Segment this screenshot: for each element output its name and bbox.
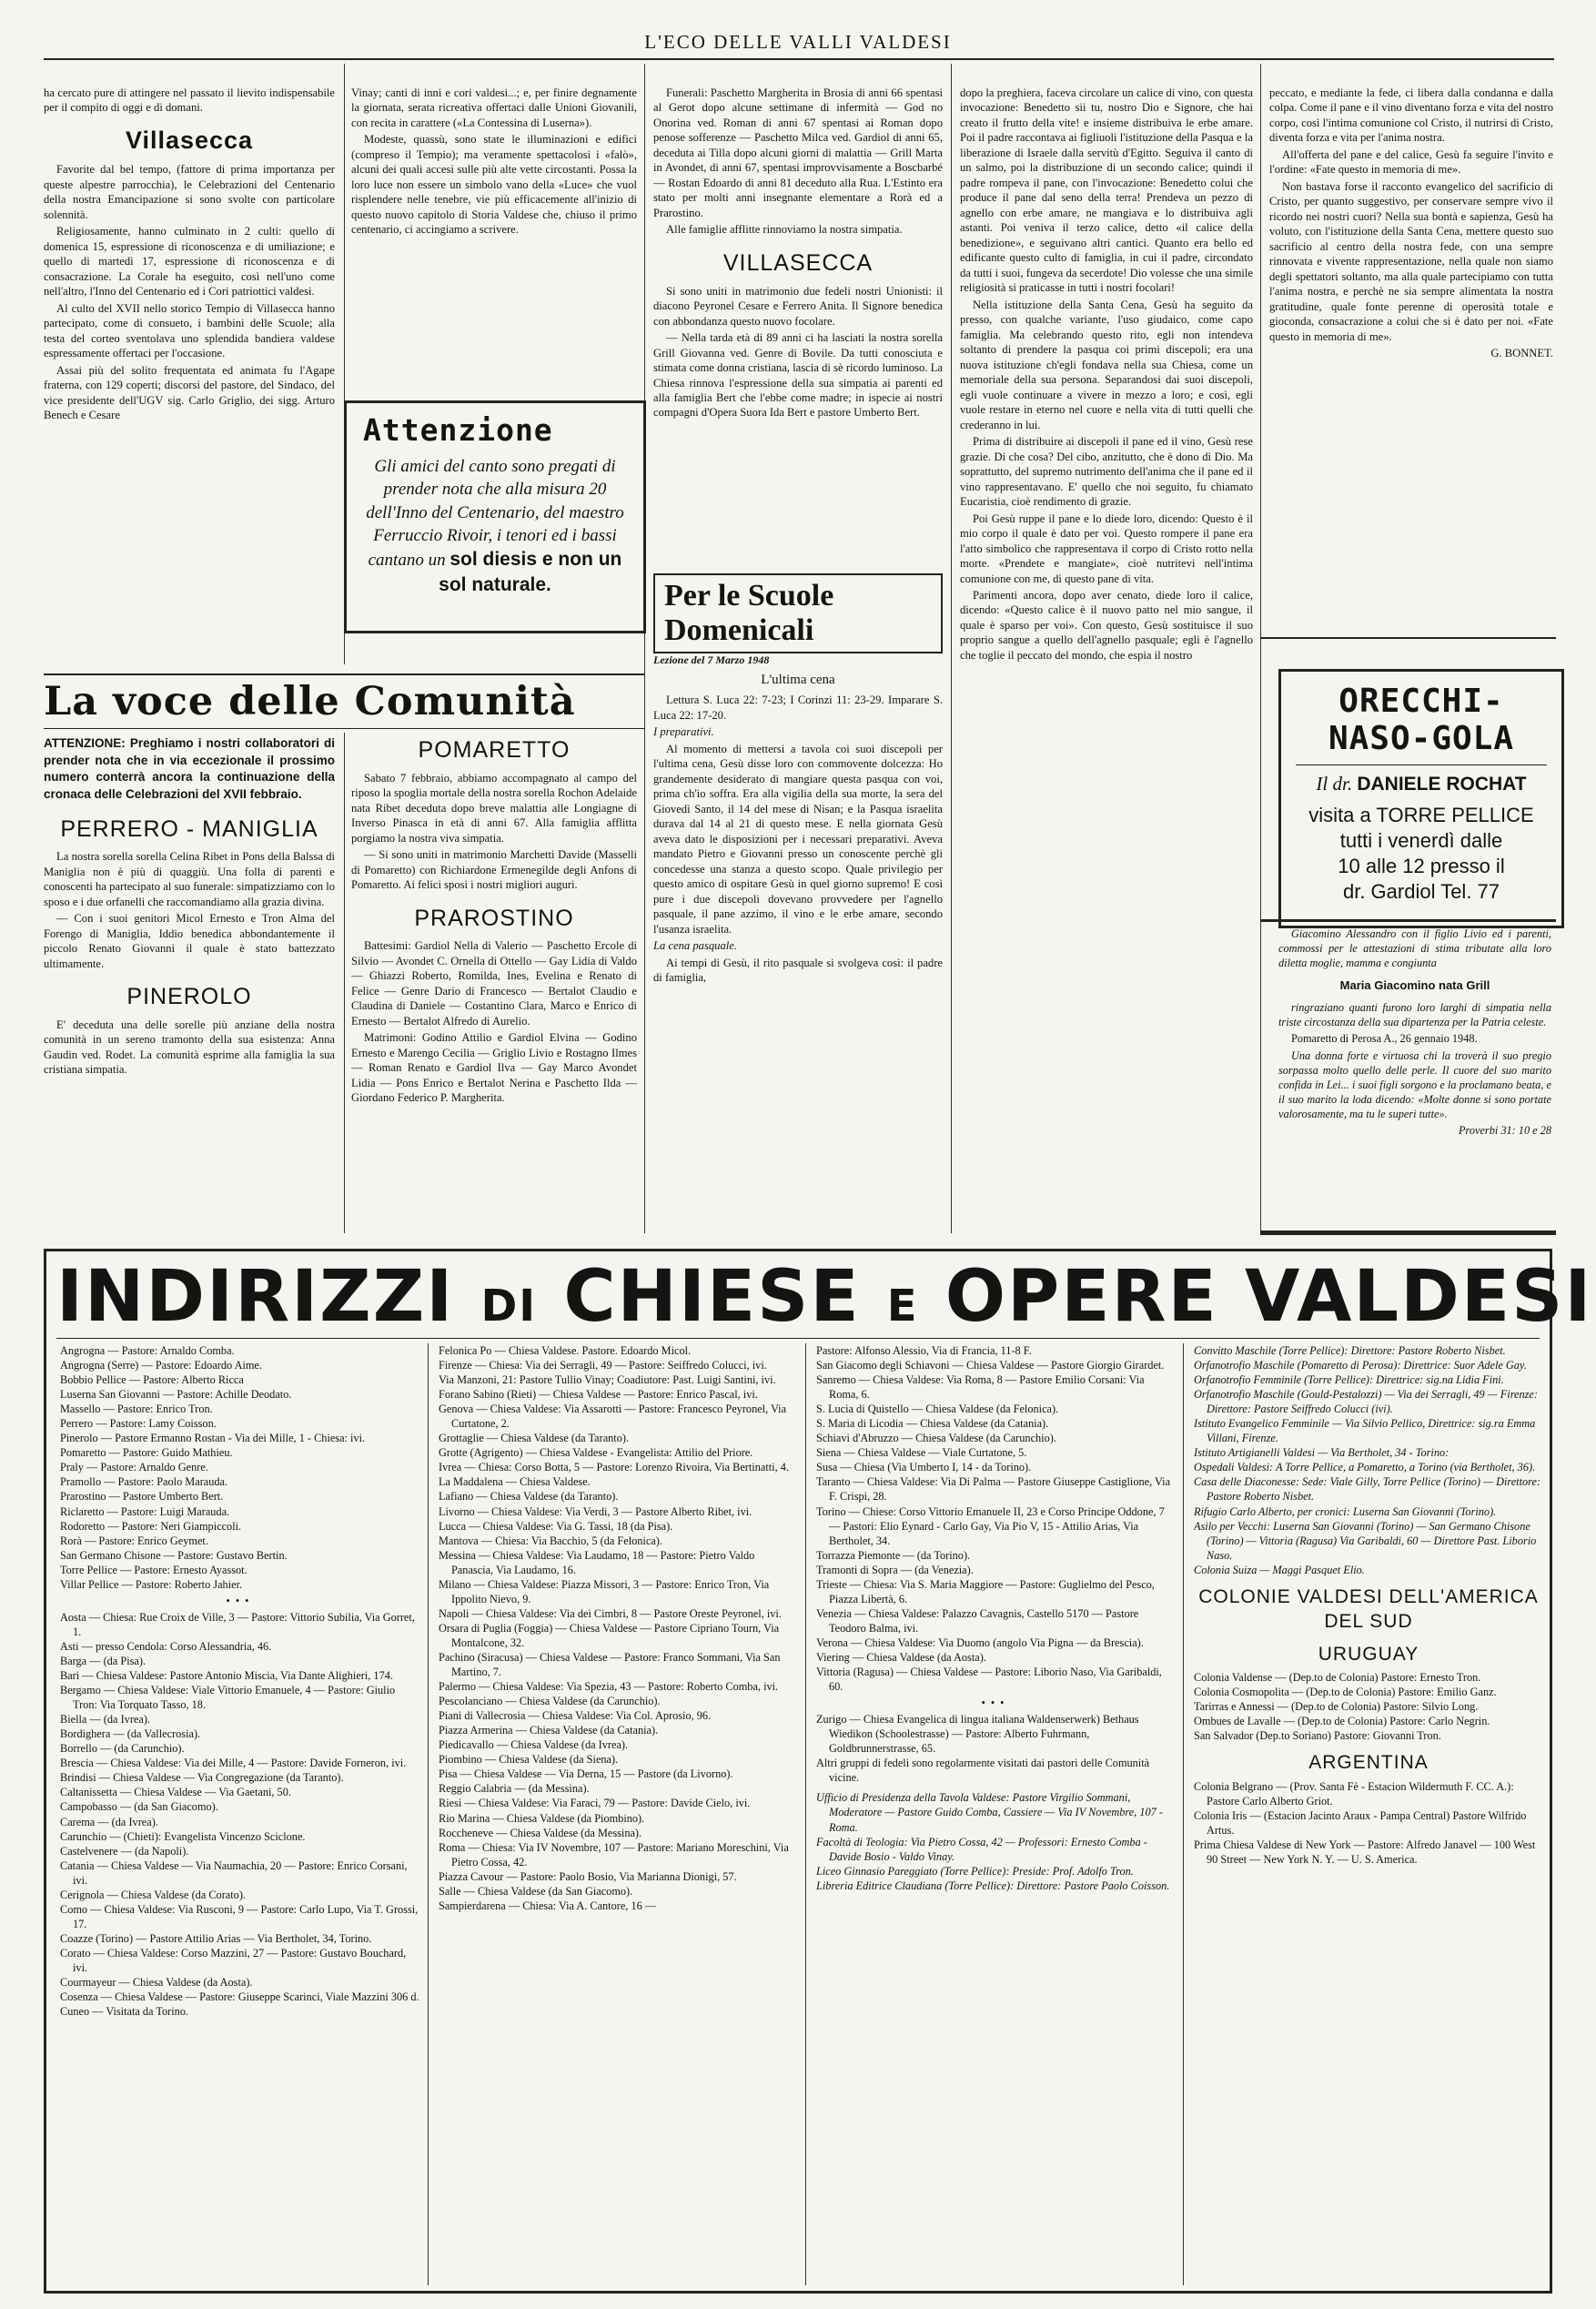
column-funerali bbox=[653, 86, 943, 559]
separator: ••• bbox=[981, 1696, 1010, 1710]
directory-entry: Orfanotrofio Maschile (Pomaretto di Perosa): Direttrice: Suor Adele Gay. bbox=[1194, 1359, 1527, 1372]
directory-entry: Forano Sabino (Rieti) — Chiesa Valdese — Pastore: Enrico Pascal, ivi. bbox=[439, 1388, 758, 1402]
directory-entry: Cosenza — Chiesa Valdese — Pastore: Giuseppe Scarinci, Viale Mazzini 306 d. bbox=[60, 1990, 419, 2004]
voce-notice: ATTENZIONE: Preghiamo i nostri collaboratori di prender nota che in via eccezionale il prossimo numero conterrà ancora la continuazione della cronaca delle Celebrazioni del XVII febbraio. bbox=[44, 736, 335, 801]
directory-entry: Borrello — (da Carunchio). bbox=[60, 1742, 185, 1756]
title-word: DI bbox=[480, 1281, 538, 1332]
title-word: E bbox=[886, 1281, 919, 1332]
directory-entry: Como — Chiesa Valdese: Via Rusconi, 9 — Pastore: Carlo Lupo, Via T. Grossi, 17. bbox=[60, 1902, 419, 1930]
orl-doctor-line bbox=[1296, 773, 1547, 795]
directory-entry: Via Manzoni, 21: Pastore Tullio Vinay; Coadiutore: Past. Luigi Santini, ivi. bbox=[439, 1373, 776, 1387]
paragraph: dopo la preghiera, faceva circolare un calice di vino, con questa invocazione: Benedetto sii tu, nostro Dio e Signore, che hai creato il frutto della vite! e insieme distribuiva le erbe amare. Poi il padre raccontava ai figliuoli l'istituzione della Pasqua e la liberazione di Israele dalla servitù d'Egitto. Seguiva il canto di un salmo, poi la distribuzione di un secondo calice; quindi il padre rompeva il pane, con l'invocazione: Benedetto colui che produce il pane dal seno della terra! Prendeva un pezzo di agnello con erbe amare, ne mangiava e lo distribuiva agli astanti. Poi veniva il terzo calice, detto «il calice della benedizione», e seguivano altri cantici. Quanto era bello ed edificante questo culto di famiglia, in cui il padre, circondato da tutti i suoi, fungeva da secerdote! Dio volesse che una simile religiosità si praticasse in tutti i nostri focolari! bbox=[960, 86, 1253, 295]
directory-entry: Lafiano — Chiesa Valdese (da Taranto). bbox=[439, 1490, 619, 1504]
directory-entry: S. Lucia di Quistello — Chiesa Valdese (da Felonica). bbox=[816, 1403, 1059, 1416]
directory-entry: Trieste — Chiesa: Via S. Maria Maggiore — Pastore: Guglielmo del Pesco, Piazza Libertà, 6. bbox=[816, 1577, 1155, 1605]
directory-entry: Vittoria (Ragusa) — Chiesa Valdese — Pastore: Liborio Naso, Via Garibaldi, 60. bbox=[816, 1666, 1162, 1694]
subheading: I preparativi. bbox=[653, 725, 714, 739]
directory-entry: Grottaglie — Chiesa Valdese (da Taranto). bbox=[439, 1432, 630, 1445]
directory-entry: Riclaretto — Pastore: Luigi Marauda. bbox=[60, 1504, 230, 1518]
paragraph: Funerali: Paschetto Margherita in Brosia di anni 66 spentasi al Gerot dopo alcune settimane di infermità — God no Onorina ved. Roman di anni 67 spentasi ai Roman dopo penose sofferenze — Paschetto Milca ved. Gardiol di anni 65, deceduta ai Tilla dopo alcuni giorni di malattia — Grill Marta in Avondet, di anni 67, spentasi improvvisamente a Boscbarbé — Rostan Edoardo di anni 81 deceduto alla Rua. L'Estinto era stato per molti anni insegnante elementare a Rorà ed a Prarostino. bbox=[653, 86, 943, 219]
directory-entry: Convitto Maschile (Torre Pellice): Direttore: Pastore Roberto Nisbet. bbox=[1194, 1344, 1506, 1357]
directory-entry: Piedicavallo — Chiesa Valdese (da Ivrea). bbox=[439, 1738, 629, 1752]
directory-entry: Cuneo — Visitata da Torino. bbox=[60, 2005, 189, 2019]
directory-entry: San Germano Chisone — Pastore: Gustavo Bertin. bbox=[60, 1548, 288, 1562]
directory-entry: Colonia Valdense — (Dep.to de Colonia) Pastore: Ernesto Tron. bbox=[1194, 1670, 1481, 1684]
colonie-heading: COLONIE VALDESI DELL'AMERICA DEL SUD bbox=[1198, 1585, 1539, 1633]
section-heading: VILLASECCA bbox=[722, 249, 874, 276]
paragraph: All'offerta del pane e del calice, Gesù fa seguire l'invito e l'ordine: «Fate questo in memoria di me». bbox=[1269, 147, 1553, 177]
running-title: L'ECO DELLE VALLI VALDESI bbox=[644, 31, 952, 53]
paragraph: Giacomino Alessandro con il figlio Livio ed i parenti, commossi per le attestazioni di stima tributate alla loro diletta moglie, mamma e congiunta bbox=[1278, 927, 1551, 970]
directory-entry: Massello — Pastore: Enrico Tron. bbox=[60, 1403, 213, 1416]
directory-entry: Grotte (Agrigento) — Chiesa Valdese - Evangelista: Attilio del Priore. bbox=[439, 1446, 753, 1460]
directory-entry: Salle — Chiesa Valdese (da San Giacomo). bbox=[439, 1884, 633, 1898]
column-cena bbox=[960, 86, 1253, 1232]
paragraph: Modeste, quassù, sono state le illuminazioni e edifici (compreso il Tempio); ma veramente spettacolosi i «falò», alcuni dei quali accesi sulle più alte vette circostanti. Possa la loro luce non essere un simbolo vano della «Luce» che vuol risplendere nelle tenebre, vie più efficacemente all'inizio di questo nuovo capitolo di Storia Valdese che, chiuso il primo centenario, ci accingiamo a scrivere. bbox=[351, 133, 637, 237]
directory-entry: San Salvador (Dep.to Soriano) Pastore: Giovanni Tron. bbox=[1194, 1729, 1441, 1743]
directory-entry: Colonia Iris — (Estacion Jacinto Araux - Pampa Central) Pastore Wilfrido Artus. bbox=[1194, 1808, 1527, 1837]
directory-entry: Genova — Chiesa Valdese: Via Assarotti — Pastore: Francesco Peyronel, Via Curtatone, 2. bbox=[439, 1403, 787, 1431]
directory-list-valli bbox=[60, 1343, 420, 1592]
directory-entry: Asilo per Vecchi: Luserna San Giovanni (Torino) — San Germano Chisone (Torino) — Vittoria (Ragusa) Via Garibaldi, 60 — Direttore Past. Liborio Naso. bbox=[1194, 1519, 1537, 1562]
paragraph: Nella istituzione della Santa Cena, Gesù ha seguito da presso, con qualche variante, l'uso giudaico, come capo famiglia. Ma celebrando questo rito, egli non intendeva soltanto di prendere la pasqua coi primi discepoli; era una nuova istituzione ch'egli fondava nella sua Chiesa, come un memoriale della sua persona. Separandosi dai suoi discepoli, egli vuole continuare a vivere in mezzo a loro; e così, egli vuole restare in eterno nel cuore e nella vita di tutti quelli che crederanno in lui. bbox=[960, 298, 1253, 431]
directory-entry: Viering — Chiesa Valdese (da Aosta). bbox=[816, 1650, 986, 1664]
paragraph: Alle famiglie afflitte rinnoviamo la nostra simpatia. bbox=[666, 223, 903, 237]
directory-entry: Schiavi d'Abruzzo — Chiesa Valdese (da Carunchio). bbox=[816, 1432, 1056, 1445]
directory-entry: Pastore: Alfonso Alessio, Via di Francia, 11-8 F. bbox=[816, 1344, 1032, 1357]
orl-line: tutti i venerdì dalle bbox=[1339, 829, 1503, 853]
directory-entry: Rio Marina — Chiesa Valdese (da Piombino). bbox=[439, 1811, 645, 1825]
section-rule bbox=[1260, 1230, 1556, 1235]
directory-entry: Prarostino — Pastore Umberto Bert. bbox=[60, 1490, 224, 1504]
paragraph: Prima di distribuire ai discepoli il pane ed il vino, Gesù rese grazie. Di che cosa? Del cibo, anzitutto, che è dono di Dio. Ma soprattutto, del supremo nutrimento dell'anima che il pane ed il vino rappresentavano. E' quello che noi seguito, fu chiamato Eucaristia, cioè rendimento di grazie. bbox=[960, 435, 1253, 509]
directory-entry: Casa delle Diaconesse: Sede: Viale Gilly, Torre Pellice (Torino) — Direttore: Pastore Roberto Nisbet. bbox=[1194, 1475, 1541, 1504]
directory-entry: Torre Pellice — Pastore: Ernesto Ayassot. bbox=[60, 1563, 247, 1576]
paragraph: Ai tempi di Gesù, il rito pasquale si svolgeva così: il padre di famiglia, bbox=[653, 956, 943, 985]
paragraph: Al momento di mettersi a tavola coi suoi discepoli per l'ultima cena, Gesù disse loro con commovente dolcezza: Ho grandemente desiderato di mangiare questa pasqua con voi, prima ch'io soffra. Era alla vigilia della sua morte, la sera del Giovedì Santo, il 14 del mese di Nisan; e la Pasqua israelita durava dal 14 al 21 di questo mese. E nella giornata Gesù aveva dato le disposizioni per i necessari preparativi. Aveva mandato Pietro e Giovanni presso un conoscente perchè gli concedesse una stanza a questo scopo. Quale privilegio per questo amico di ospitare Gesù in quel giorno supremo! E così pure i due discepoli dovevano provvedere per l'agnello pasquale, il pane azzimo, il vino e le erbe amare, secondo l'usanza israelita. bbox=[653, 742, 943, 936]
bible-reference: Proverbi 31: 10 e 28 bbox=[1459, 1124, 1551, 1138]
directory-entry: Rorà — Pastore: Enrico Geymet. bbox=[60, 1534, 208, 1547]
paragraph: peccato, e mediante la fede, ci libera dalla condanna e dalla colpa. Come il pane e il vino diventano forza e vita del nostro corpo, così l'intima comunione col Cristo, il nutrirsi di Cristo, diventa forza e vita per l'anima nostra. bbox=[1269, 86, 1553, 145]
directory-list-italia bbox=[60, 1610, 420, 2019]
directory-list-istituti bbox=[1194, 1343, 1543, 1577]
paragraph: Al culto del XVII nello storico Tempio di Villasecca hanno partecipato, come di consueto, i bambini delle Scuole; alla testa del corteo sventolava uno splendida bandiera valdese espressamente offertaci per l'occasione. bbox=[44, 301, 335, 360]
scuole-domenicali-header bbox=[653, 573, 943, 653]
directory-entry: Colonia Suiza — Maggi Pasquet Elio. bbox=[1194, 1563, 1365, 1576]
directory-entry: Piani di Vallecrosia — Chiesa Valdese: Via Col. Aprosio, 96. bbox=[439, 1709, 712, 1723]
directory-entry: Bari — Chiesa Valdese: Pastore Antonio Miscia, Via Dante Alighieri, 174. bbox=[60, 1669, 393, 1683]
title-word: OPERE VALDESI bbox=[944, 1256, 1593, 1338]
directory-entry: Susa — Chiesa (Via Umberto I, 14 - da Torino). bbox=[816, 1461, 1032, 1474]
directory-entry: Bordighera — (da Vallecrosia). bbox=[60, 1727, 201, 1741]
section-rule bbox=[1260, 637, 1556, 639]
directory-entry: Biella — (da Ivrea). bbox=[60, 1713, 151, 1727]
column-pomaretto bbox=[351, 735, 637, 1234]
attenzione-bold: sol diesis e non un sol naturale. bbox=[439, 549, 622, 595]
paragraph: Battesimi: Gardiol Nella di Valerio — Paschetto Ercole di Silvio — Avondet C. Ornella di Ottello — Gay Lidia di Valdo — Ghiazzi Roberto, Romilda, Ines, Evelina e Renato di Felice — Genre Dario di Francesco — Bertalot Claudio e Claudina di Daniele — Costantino Clara, Marco e Enrico di Ernesto — Bertalot Alfredo di Aurelio. bbox=[351, 939, 637, 1028]
directory-entry: Piazza Armerina — Chiesa Valdese (da Catania). bbox=[439, 1724, 659, 1737]
directory-entry: Piombino — Chiesa Valdese (da Siena). bbox=[439, 1753, 619, 1767]
indirizzi-title bbox=[56, 1256, 1593, 1338]
orl-line: visita a TORRE PELLICE bbox=[1308, 804, 1534, 826]
directory-entry: Firenze — Chiesa: Via dei Serragli, 49 — Pastore: Seiffredo Colucci, ivi. bbox=[439, 1359, 767, 1372]
orl-line: dr. Gardiol Tel. 77 bbox=[1342, 880, 1500, 904]
directory-entry: Asti — presso Cendola: Corso Alessandria, 46. bbox=[60, 1639, 272, 1653]
attenzione-body bbox=[363, 455, 627, 598]
section-rule bbox=[56, 1338, 1540, 1339]
directory-entry: S. Maria di Licodia — Chiesa Valdese (da Catania). bbox=[816, 1417, 1049, 1431]
directory-entry: Pramollo — Pastore: Paolo Marauda. bbox=[60, 1475, 228, 1489]
signature: G. BONNET. bbox=[1490, 347, 1553, 360]
subheading: La cena pasquale. bbox=[653, 939, 737, 953]
paragraph: Vinay; canti di inni e cori valdesi...; e, per finire degnamente la giornata, serata ricreativa offertaci dalle Unioni Giovanili, con recita in carattere («La Contessina di Luserna»). bbox=[351, 86, 637, 129]
directory-col-1 bbox=[60, 1343, 420, 2290]
directory-entry: Ospedali Valdesi: A Torre Pellice, a Pomaretto, a Torino (via Bertholet, 36). bbox=[1194, 1461, 1536, 1474]
orl-details bbox=[1296, 803, 1547, 906]
column-perrero bbox=[44, 735, 335, 1234]
directory-entry: Carunchio — (Chieti): Evangelista Vincenzo Sciclone. bbox=[60, 1829, 306, 1843]
directory-entry: Verona — Chiesa Valdese: Via Duomo (angolo Via Pigna — da Brescia). bbox=[816, 1636, 1144, 1649]
directory-entry: Aosta — Chiesa: Rue Croix de Ville, 3 — Pastore: Vittorio Subilia, Via Gorret, 1. bbox=[60, 1610, 415, 1638]
directory-entry: Tarirras e Annessi — (Dep.to de Colonia) Pastore: Silvio Long. bbox=[1194, 1700, 1479, 1714]
directory-entry: Sanremo — Chiesa Valdese: Via Roma, 8 — Pastore Emilio Corsani: Via Roma, 6. bbox=[816, 1373, 1145, 1402]
paragraph: Religiosamente, hanno culminato in 2 culti: quello di domenica 15, espressione di riconoscenza e di umiliazione; e quello di martedì 17, espressione di riconoscenza e di consacrazione. La Corale ha eseguito, così nell'uno come nell'altro, l'Inno del Centenario ed i Cori patriottici valdesi. bbox=[44, 225, 335, 299]
directory-entry: Pachino (Siracusa) — Chiesa Valdese — Pastore: Franco Sommani, Via San Martino, 7. bbox=[439, 1650, 781, 1679]
column-rule bbox=[805, 1343, 806, 2285]
directory-entry: Liceo Ginnasio Pareggiato (Torre Pellice): Preside: Prof. Adolfo Tron. bbox=[816, 1864, 1134, 1878]
paragraph: Lettura S. Luca 22: 7-23; I Corinzi 11: 23-29. Imparare S. Luca 22: 17-20. bbox=[653, 694, 943, 722]
argentina-heading: ARGENTINA bbox=[1308, 1752, 1429, 1774]
directory-entry: Rifugio Carlo Alberto, per cronici: Luserna San Giovanni (Torino). bbox=[1194, 1504, 1497, 1518]
directory-entry: Pinerolo — Pastore Ermanno Rostan - Via dei Mille, 1 - Chiesa: ivi. bbox=[60, 1432, 366, 1445]
section-rule bbox=[1260, 919, 1556, 922]
directory-entry: Bobbio Pellice — Pastore: Alberto Ricca bbox=[60, 1373, 244, 1387]
directory-entry: Ufficio di Presidenza della Tavola Valdese: Pastore Virgilio Sommani, Moderatore — Pastore Guido Comba, Cassiere — Via IV Novembre, 107 - Roma. bbox=[816, 1791, 1163, 1834]
section-heading: Villasecca bbox=[125, 126, 254, 154]
paragraph: E' deceduta una delle sorelle più anziane della nostra comunità in un sereno tramonto della sua esistenza: Anna Gaudin ved. Rodet. La comunità esprime alla famiglia la sua cristiana simpatia. bbox=[44, 1018, 335, 1077]
section-heading: PRAROSTINO bbox=[414, 905, 574, 931]
directory-entry: Milano — Chiesa Valdese: Piazza Missori, 3 — Pastore: Enrico Tron, Via Ippolito Nievo, 9. bbox=[439, 1577, 770, 1605]
section-heading: PINEROLO bbox=[126, 984, 252, 1010]
paragraph: Una donna forte e virtuosa chi la troverà il suo pregio sorpassa molto quello delle perle. Il cuore del suo marito confida in Lei... i suoi figli sorgono e la proclamano beata, e il suo marito la loda dicendo: «Molte donne si sono portate valorosamente, ma tu le superi tutte». bbox=[1278, 1048, 1551, 1120]
directory-entry: Palermo — Chiesa Valdese: Via Spezia, 43 — Pastore: Roberto Comba, ivi. bbox=[439, 1680, 779, 1694]
directory-list-uruguay bbox=[1194, 1670, 1543, 1743]
section-rule bbox=[44, 728, 644, 729]
paragraph: ringraziano quanti furono loro larghi di simpatia nella triste circostanza della sua dipartenza per la Patria celeste. bbox=[1278, 1001, 1551, 1029]
orl-doctor-name: DANIELE ROCHAT bbox=[1357, 774, 1527, 795]
directory-entry: Colonia Belgrano — (Prov. Santa Fè - Estacion Wildermuth F. CC. A.): Pastore Carlo Alberto Griot. bbox=[1194, 1779, 1514, 1808]
voce-comunita-title: La voce delle Comunità bbox=[44, 679, 576, 724]
directory-entry: Livorno — Chiesa Valdese: Via Verdi, 3 — Pastore Alberto Ribet, ivi. bbox=[439, 1504, 753, 1518]
attenzione-box bbox=[344, 400, 646, 633]
directory-entry: Rodoretto — Pastore: Neri Giampiccoli. bbox=[60, 1519, 242, 1533]
column-villasecca bbox=[44, 86, 335, 668]
title-word: CHIESE bbox=[563, 1256, 861, 1338]
directory-entry: Angrogna — Pastore: Arnaldo Comba. bbox=[60, 1344, 235, 1357]
directory-entry: La Maddalena — Chiesa Valdese. bbox=[439, 1475, 591, 1489]
directory-entry: Istituto Artigianelli Valdesi — Via Bertholet, 34 - Torino: bbox=[1194, 1446, 1450, 1460]
directory-entry: Messina — Chiesa Valdese: Via Laudamo, 18 — Pastore: Pietro Valdo Panascia, Via Laudamo, 16. bbox=[439, 1548, 755, 1576]
paragraph: Favorite dal bel tempo, (fattore di prima importanza per queste alpestre parrocchia), le Celebrazioni del Centenario della nostra Emancipazione si sono svolte con particolare solennità. bbox=[44, 163, 335, 221]
directory-entry: Orfanotrofio Maschile (Gould-Pestalozzi) — Via dei Serragli, 49 — Firenze: Direttore: Pastore Seiffredo Colucci (ivi). bbox=[1194, 1388, 1538, 1416]
directory-entry: Riesi — Chiesa Valdese: Via Faraci, 79 — Pastore: Davide Cielo, ivi. bbox=[439, 1797, 751, 1810]
directory-entry: Campobasso — (da San Giacomo). bbox=[60, 1800, 218, 1814]
directory-entry: Piazza Cavour — Pastore: Paolo Bosio, Via Marianna Dionigi, 57. bbox=[439, 1869, 737, 1883]
directory-col-3 bbox=[816, 1343, 1175, 2290]
directory-entry: Coazze (Torino) — Pastore Attilio Arias — Via Bertholet, 34, Torino. bbox=[60, 1931, 372, 1945]
directory-entry: Castelvenere — (da Napoli). bbox=[60, 1844, 189, 1858]
paragraph: Assai più del solito frequentata ed animata fu l'Agape fraterna, con 129 coperti; discorsi del pastore, del Sindaco, del vice presidente dell'UGV sig. Carlo Griglio, dei sigg. Arturo Benech e Cesare bbox=[44, 363, 335, 422]
paragraph: La nostra sorella sorella Celina Ribet in Pons della Balssa di Maniglia non è più di quaggiù. Una folla di parenti e conoscenti ha partecipato al suo funerale: simpatizziamo con lo sposo e i due orfanelli che raccomandiamo alla grazia divina. bbox=[44, 850, 335, 908]
orl-line: 10 alle 12 presso il bbox=[1338, 855, 1505, 878]
directory-entry: Napoli — Chiesa Valdese: Via dei Cimbri, 8 — Pastore Oreste Peyronel, ivi. bbox=[439, 1606, 782, 1620]
directory-entry: Ivrea — Chiesa: Corso Botta, 5 — Pastore: Lorenzo Rivoira, Via Bertinatti, 4. bbox=[439, 1461, 789, 1474]
directory-entry: Catania — Chiesa Valdese — Via Naumachia, 20 — Pastore: Enrico Corsani, ivi. bbox=[60, 1858, 408, 1887]
paragraph: Non bastava forse il racconto evangelico del sacrificio di Cristo, per quanto suggestivo, per conservare sempre vivo il ricordo nei nostri cuori? Nella sua bontà e sapienza, Gesù ha voluto, con l'istituzione della Santa Cena, mettere questo suo sacrificio al centro della nostra fede, con una sempre rinnovata e vivente rappresentazione, nella quale non siamo degli spettatori soltanto, ma alla quale partecipiamo con tutta l'anima nostra, e perchè ne sia sempre alimentata la nostra gratitudine, quale fonte perenne di operosità totale e gioconda, consacrazione a colui che si è dato per noi. «Fate questo in memoria di me». bbox=[1269, 179, 1553, 343]
directory-entry: Roma — Chiesa: Via IV Novembre, 107 — Pastore: Mariano Moreschini, Via Pietro Cossa, 42. bbox=[439, 1840, 789, 1868]
directory-entry: Reggio Calabria — (da Messina). bbox=[439, 1782, 590, 1796]
attenzione-title: Attenzione bbox=[363, 412, 553, 448]
orl-title: ORECCHI-NASO-GOLA bbox=[1328, 683, 1515, 757]
paragraph: Matrimoni: Godino Attilio e Gardiol Elvina — Godino Ernesto e Marengo Cecilia — Griglio Livio e Rostagno Ilmes — Roman Renato e Gardiol Ilva — Gay Marco Avondet Lidia — Pons Enrico e Bertalot Nerina e Paschetto Ilda — Giordano Federico P. Margherita. bbox=[351, 1031, 637, 1105]
directory-entry: Corato — Chiesa Valdese: Corso Mazzini, 27 — Pastore: Gustavo Bouchard, ivi. bbox=[60, 1946, 407, 1974]
directory-entry: Luserna San Giovanni — Pastore: Achille Deodato. bbox=[60, 1388, 292, 1402]
directory-entry: Zurigo — Chiesa Evangelica di lingua italiana Waldenserwerk) Bethaus Wiedikon (Schoolestrasse) — Pastore: Alberto Fuhrmann, Goldbrunnerstrasse, 65. bbox=[816, 1713, 1139, 1756]
directory-col-4 bbox=[1194, 1343, 1543, 2290]
attenzione-text: Gli amici del canto sono pregati di prender nota che alla misura 20 dell'Inno del Centenario, del maestro Ferruccio Rivoir, i tenori ed i bassi cantano un bbox=[366, 457, 624, 571]
directory-entry: Torrazza Piemonte — (da Torino). bbox=[816, 1548, 971, 1562]
directory-entry: Carema — (da Ivrea). bbox=[60, 1815, 158, 1828]
directory-entry: Brescia — Chiesa Valdese: Via dei Mille, 4 — Pastore: Davide Forneron, ivi. bbox=[60, 1757, 407, 1770]
column-rule bbox=[428, 1343, 429, 2285]
directory-entry: Barga — (da Pisa). bbox=[60, 1654, 146, 1667]
section-rule bbox=[44, 673, 644, 675]
directory-entry: Lucca — Chiesa Valdese: Via G. Tassi, 18 (da Pisa). bbox=[439, 1519, 673, 1533]
orl-advert bbox=[1278, 669, 1564, 928]
paragraph: ha cercato pure di attingere nel passato il lievito indispensabile per il compito di oggi e di domani. bbox=[44, 86, 335, 115]
directory-list-argentina bbox=[1194, 1779, 1543, 1867]
directory-entry: Taranto — Chiesa Valdese: Via Di Palma — Pastore Giuseppe Castiglione, Via F. Crispi, 28. bbox=[816, 1475, 1171, 1504]
header-rule bbox=[44, 58, 1554, 60]
column-rule bbox=[1183, 1343, 1184, 2285]
paragraph: Parimenti ancora, dopo aver cenato, diede loro il calice, dicendo: «Questo calice è il nuovo patto nel mio sangue, il quale è sparso per voi». Con questo, Gesù sostituisce il suo proprio sangue a quello dell'agnello pasquale; egli è l'agnello che toglie il peccato del mondo, che espia il nostro bbox=[960, 588, 1253, 662]
scuole-domenicali-title: Per le Scuole Domenicali bbox=[653, 573, 943, 653]
directory-list-estero bbox=[816, 1712, 1175, 1785]
directory-entry: Cerignola — Chiesa Valdese (da Corato). bbox=[60, 1888, 246, 1901]
directory-entry: Orfanotrofio Femminile (Torre Pellice): Direttrice: sig.na Lidia Fini. bbox=[1194, 1373, 1504, 1387]
directory-entry: Tramonti di Sopra — (da Venezia). bbox=[816, 1563, 974, 1576]
directory-list-italia-3 bbox=[816, 1343, 1175, 1694]
directory-entry: Ombues de Lavalle — (Dep.to de Colonia) Pastore: Carlo Negrin. bbox=[1194, 1715, 1490, 1728]
column-rule bbox=[344, 733, 345, 1233]
directory-list-uffici bbox=[816, 1790, 1175, 1892]
column-rule bbox=[951, 64, 952, 1233]
directory-entry: Colonia Cosmopolita — (Dep.to de Colonia) Pastore: Emilio Ganz. bbox=[1194, 1685, 1497, 1698]
column-rule bbox=[644, 64, 645, 1233]
ringraziamento bbox=[1278, 927, 1551, 1227]
deceased-name: Maria Giacomino nata Grill bbox=[1339, 978, 1490, 993]
directory-entry: Perrero — Pastore: Lamy Coisson. bbox=[60, 1417, 217, 1431]
directory-entry: Mantova — Chiesa: Via Bacchio, 5 (da Felonica). bbox=[439, 1534, 662, 1547]
column-rule bbox=[1260, 64, 1261, 1233]
separator: ••• bbox=[226, 1594, 255, 1607]
directory-entry: Orsara di Puglia (Foggia) — Chiesa Valdese — Pastore Cipriano Tourn, Via Montalcone, 32. bbox=[439, 1621, 780, 1649]
directory-entry: Sampierdarena — Chiesa: Via A. Cantore, 16 — bbox=[439, 1899, 657, 1912]
directory-entry: Bergamo — Chiesa Valdese: Viale Vittorio Emanuele, 4 — Pastore: Giulio Tron: Via Torquato Tasso, 18. bbox=[60, 1684, 396, 1712]
directory-entry: Pisa — Chiesa Valdese — Via Derna, 15 — Pastore (da Livorno). bbox=[439, 1767, 733, 1781]
directory-entry: Pomaretto — Pastore: Guido Mathieu. bbox=[60, 1446, 233, 1460]
directory-col-2 bbox=[439, 1343, 797, 2290]
paragraph: Sabato 7 febbraio, abbiamo accompagnato al campo del riposo la spoglia mortale della nostra sorella Rochon Adelaide nata Ribet deceduta dopo breve malattia alle Longiagne di Inverso Pinasca in età di anni 67. Alla famiglia afflitta porgiamo la nostra viva simpatia. bbox=[351, 771, 637, 845]
directory-entry: Courmayeur — Chiesa Valdese (da Aosta). bbox=[60, 1976, 253, 1990]
directory-entry: Prima Chiesa Valdese di New York — Pastore: Alfredo Janavel — 100 West 90 Street — New York N. Y. — U. S. America. bbox=[1194, 1838, 1536, 1866]
directory-entry: Altri gruppi di fedeli sono regolarmente visitati dai pastori delle Comunità vicine. bbox=[816, 1757, 1150, 1785]
section-heading: POMARETTO bbox=[418, 737, 571, 763]
directory-entry: San Giacomo degli Schiavoni — Chiesa Valdese — Pastore Giorgio Girardet. bbox=[816, 1359, 1165, 1372]
directory-entry: Siena — Chiesa Valdese — Viale Curtatone, 5. bbox=[816, 1446, 1027, 1460]
title-word: INDIRIZZI bbox=[56, 1256, 455, 1338]
directory-entry: Caltanissetta — Chiesa Valdese — Via Gaetani, 50. bbox=[60, 1786, 291, 1799]
place-date: Pomaretto di Perosa A., 26 gennaio 1948. bbox=[1291, 1032, 1478, 1046]
directory-entry: Pescolanciano — Chiesa Valdese (da Carunchio). bbox=[439, 1695, 661, 1708]
directory-entry: Torino — Chiese: Corso Vittorio Emanuele II, 23 e Corso Principe Oddone, 7 — Pastori: Elio Eynard - Carlo Gay, Via Pio V, 15 - Attilio Arias, Via Bertholet, 34. bbox=[816, 1504, 1165, 1547]
directory-entry: Venezia — Chiesa Valdese: Palazzo Cavagnis, Castello 5170 — Pastore Teodoro Balma, ivi. bbox=[816, 1606, 1139, 1635]
section-heading: PERRERO - MANIGLIA bbox=[60, 815, 318, 842]
lezione-title: L'ultima cena bbox=[761, 672, 835, 687]
paragraph: — Con i suoi genitori Micol Ernesto e Tron Alma del Forengo di Maniglia, Iddio benedica abbondantemente il piccolo Renato Giovanni il quale è stato battezzato ultimamente. bbox=[44, 912, 335, 970]
directory-entry: Villar Pellice — Pastore: Roberto Jahier. bbox=[60, 1577, 243, 1591]
directory-entry: Brindisi — Chiesa Valdese — Via Congregazione (da Taranto). bbox=[60, 1771, 344, 1785]
directory-entry: Praly — Pastore: Arnaldo Genre. bbox=[60, 1461, 208, 1474]
paragraph: Poi Gesù ruppe il pane e lo diede loro, dicendo: Questo è il mio corpo il quale è dato per voi. Questo rompere il pane era l'atto simbolico che rappresentava il corpo di Cristo rotto nella morte. «Prendete e mangiate», cioè nutritevi nell'intima comunione con me, di questo pane di vita. bbox=[960, 511, 1253, 585]
directory-entry: Roccheneve — Chiesa Valdese (da Messina). bbox=[439, 1826, 642, 1839]
directory-list-italia-2 bbox=[439, 1343, 797, 1913]
column-cena-end bbox=[1269, 86, 1553, 604]
column-villasecca-cont bbox=[351, 86, 637, 395]
column-scuole-domenicali bbox=[653, 653, 943, 1236]
directory-entry: Istituto Evangelico Femminile — Via Silvio Pellico, Direttrice: sig.ra Emma Villani, Firenze. bbox=[1194, 1417, 1536, 1445]
directory-entry: Libreria Editrice Claudiana (Torre Pellice): Direttore: Pastore Paolo Coisson. bbox=[816, 1879, 1170, 1892]
uruguay-heading: URUGUAY bbox=[1318, 1643, 1419, 1665]
lezione-date: Lezione del 7 Marzo 1948 bbox=[653, 653, 770, 666]
paragraph: — Nella tarda età di 89 anni ci ha lasciati la nostra sorella Grill Giovanna ved. Genre di Bovile. Da tutti conosciuta e stimata come donna cristiana, lascia di sè ricordo luminoso. La Chiesa rinnova l'espressione della sua simpatia ai parenti ed alla famiglia Bert che l'ebbe come madre; in ispecie ai nostri compagni d'Opera Suora Ida Bert e pastore Umberto Bert. bbox=[653, 331, 943, 420]
directory-entry: Facoltà di Teologia: Via Pietro Cossa, 42 — Professori: Ernesto Comba - Davide Bosio - Valdo Vinay. bbox=[816, 1835, 1147, 1863]
paragraph: — Si sono uniti in matrimonio Marchetti Davide (Masselli di Pomaretto) con Richiardone Ermenegilde degli Anfons di Pomaretto. Ai felici sposi i nostri migliori auguri. bbox=[351, 848, 637, 892]
paragraph: Si sono uniti in matrimonio due fedeli nostri Unionisti: il diacono Peyronel Cesare e Ferrero Anita. Il Signore benedica con abbondanza questo nuovo focolare. bbox=[653, 284, 943, 328]
orl-doctor-prefix: Il dr. bbox=[1316, 773, 1353, 795]
directory-entry: Angrogna (Serre) — Pastore: Edoardo Aime. bbox=[60, 1359, 262, 1372]
directory-entry: Felonica Po — Chiesa Valdese. Pastore. Edoardo Micol. bbox=[439, 1344, 692, 1357]
